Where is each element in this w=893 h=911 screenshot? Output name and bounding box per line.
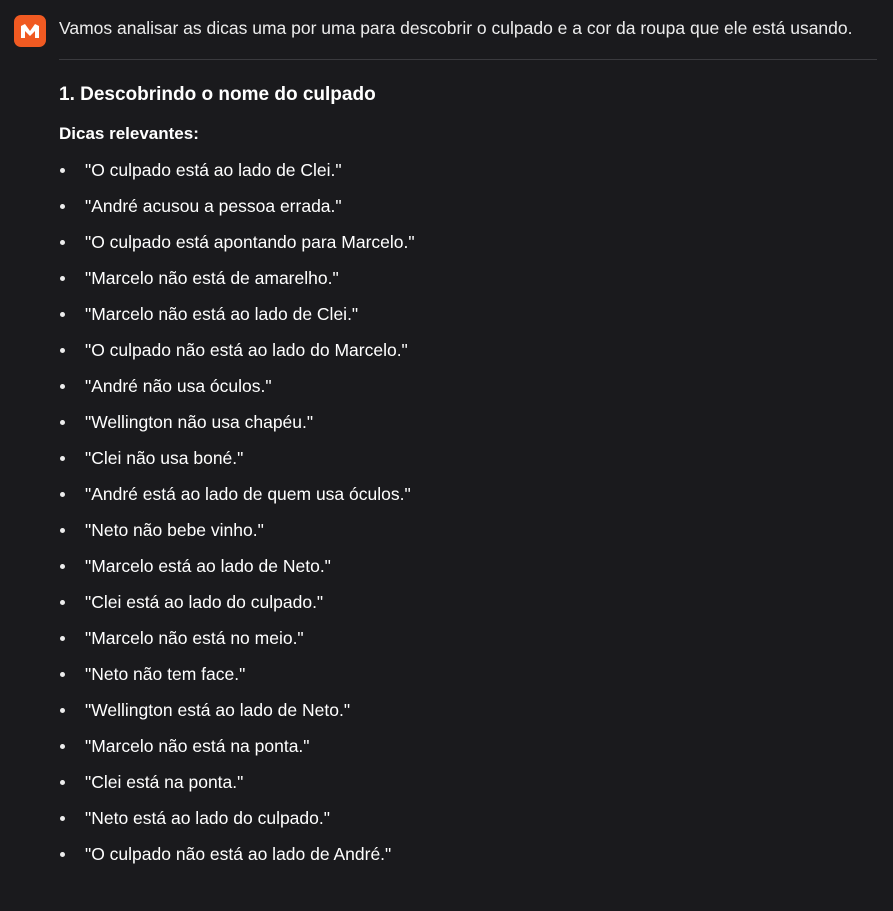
bullet-icon	[60, 384, 65, 389]
bullet-icon	[60, 852, 65, 857]
list-item-text: "André não usa óculos."	[85, 376, 272, 396]
bullet-icon	[60, 600, 65, 605]
list-item-text: "O culpado não está ao lado de André."	[85, 844, 392, 864]
bullet-icon	[60, 816, 65, 821]
list-item	[59, 800, 877, 836]
list-item	[59, 188, 877, 224]
list-item-text: "Clei está na ponta."	[85, 772, 244, 792]
clue-list	[59, 152, 877, 872]
bullet-icon	[60, 636, 65, 641]
list-item-text: "O culpado não está ao lado do Marcelo."	[85, 340, 408, 360]
list-item	[59, 296, 877, 332]
list-item-text: "Neto não tem face."	[85, 664, 246, 684]
list-item	[59, 584, 877, 620]
bullet-icon	[60, 492, 65, 497]
list-item	[59, 404, 877, 440]
bullet-icon	[60, 708, 65, 713]
list-item-text: "Neto está ao lado do culpado."	[85, 808, 330, 828]
section-heading: 1. Descobrindo o nome do culpado	[59, 84, 376, 105]
list-item-text: "Marcelo não está de amarelho."	[85, 268, 339, 288]
list-item	[59, 260, 877, 296]
bullet-icon	[60, 780, 65, 785]
list-item	[59, 512, 877, 548]
list-item	[59, 224, 877, 260]
message-content	[59, 15, 877, 872]
list-item-text: "O culpado está ao lado de Clei."	[85, 160, 342, 180]
bullet-icon	[60, 456, 65, 461]
list-item-text: "O culpado está apontando para Marcelo."	[85, 232, 415, 252]
list-item-text: "Marcelo não está na ponta."	[85, 736, 310, 756]
list-item	[59, 620, 877, 656]
list-item-text: "André acusou a pessoa errada."	[85, 196, 342, 216]
bullet-icon	[60, 528, 65, 533]
list-item	[59, 332, 877, 368]
list-item-text: "Wellington não usa chapéu."	[85, 412, 314, 432]
list-item	[59, 476, 877, 512]
list-item-text: "Clei está ao lado do culpado."	[85, 592, 324, 612]
divider	[59, 59, 877, 60]
list-item	[59, 692, 877, 728]
bullet-icon	[60, 312, 65, 317]
list-item	[59, 656, 877, 692]
list-item-text: "Marcelo não está ao lado de Clei."	[85, 304, 359, 324]
list-item	[59, 368, 877, 404]
list-item-text: "Marcelo não está no meio."	[85, 628, 304, 648]
bullet-icon	[60, 204, 65, 209]
list-item	[59, 728, 877, 764]
bullet-icon	[60, 564, 65, 569]
list-item-text: "Clei não usa boné."	[85, 448, 244, 468]
assistant-logo-icon	[14, 15, 46, 47]
sub-heading: Dicas relevantes:	[59, 124, 199, 143]
list-item-text: "Wellington está ao lado de Neto."	[85, 700, 351, 720]
bullet-icon	[60, 348, 65, 353]
list-item-text: "Marcelo está ao lado de Neto."	[85, 556, 331, 576]
list-item	[59, 440, 877, 476]
list-item	[59, 764, 877, 800]
bullet-icon	[60, 672, 65, 677]
list-item-text: "Neto não bebe vinho."	[85, 520, 264, 540]
bullet-icon	[60, 744, 65, 749]
list-item	[59, 152, 877, 188]
message-intro: Vamos analisar as dicas uma por uma para descobrir o culpado e a cor da roupa que ele está usando.	[59, 18, 853, 38]
bullet-icon	[60, 276, 65, 281]
list-item	[59, 548, 877, 584]
list-item-text: "André está ao lado de quem usa óculos."	[85, 484, 411, 504]
bullet-icon	[60, 240, 65, 245]
list-item	[59, 836, 877, 872]
bullet-icon	[60, 420, 65, 425]
logo-glyph	[20, 23, 40, 39]
bullet-icon	[60, 168, 65, 173]
